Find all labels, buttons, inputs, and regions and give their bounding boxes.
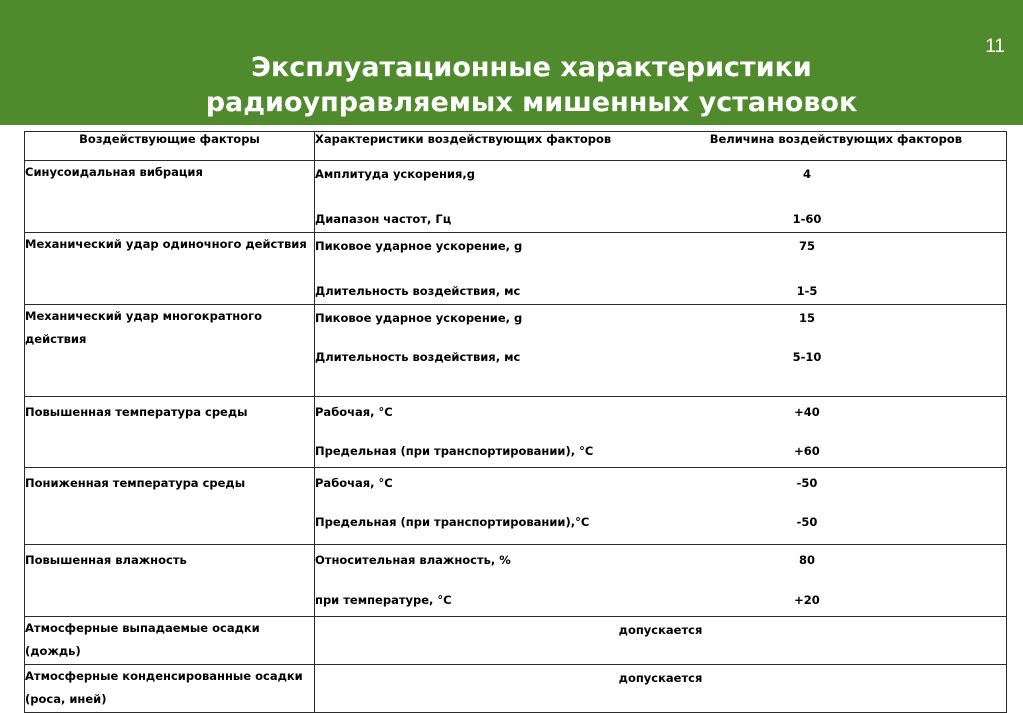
table-row <box>25 468 1007 545</box>
factor-cell: Повышенная температура среды <box>25 397 315 468</box>
characteristic-value: 75 <box>798 239 815 253</box>
factor-cell: Повышенная влажность <box>25 545 315 617</box>
value-cell: допускается <box>315 617 1007 665</box>
characteristic-label: Рабочая, °С <box>315 476 393 490</box>
characteristic-value: +40 <box>794 405 820 419</box>
characteristic-label: при температуре, °С <box>315 593 452 607</box>
characteristic-value: 1-5 <box>796 284 818 298</box>
characteristic-label: Амплитуда ускорения,g <box>315 167 475 181</box>
characteristics-cell <box>315 233 1007 305</box>
header-characteristics-values <box>315 132 1007 161</box>
characteristic-label: Длительность воздействия, мс <box>315 284 521 298</box>
characteristic-label: Пиковое ударное ускорение, g <box>315 239 523 253</box>
characteristic-value: +20 <box>794 593 820 607</box>
title-line-1: Эксплуатационные характеристики <box>251 52 812 83</box>
factor-cell: Механический удар одиночного действия <box>25 233 315 305</box>
characteristic-value: 4 <box>802 167 811 181</box>
characteristic-label: Рабочая, °С <box>315 405 393 419</box>
factor-cell: Атмосферные конденсированные осадки (роса, иней) <box>25 665 315 713</box>
characteristics-cell <box>315 545 1007 617</box>
factor-cell: Атмосферные выпадаемые осадки (дождь) <box>25 617 315 665</box>
page-number: 11 <box>985 36 1005 57</box>
table-row <box>25 233 1007 305</box>
header-factors: Воздействующие факторы <box>25 132 315 161</box>
characteristic-value: 15 <box>798 311 815 325</box>
table-header-row <box>25 132 1007 161</box>
value-cell: допускается <box>315 665 1007 713</box>
specs-table <box>24 131 1007 713</box>
characteristic-label: Относительная влажность, % <box>315 553 511 567</box>
characteristic-label: Пиковое ударное ускорение, g <box>315 311 523 325</box>
title-line-2: радиоуправляемых мишенных установок <box>205 87 858 118</box>
slide-title <box>0 50 1023 120</box>
table-row <box>25 665 1007 713</box>
characteristic-label: Предельная (при транспортировании), °С <box>315 444 594 458</box>
table-row <box>25 161 1007 233</box>
characteristic-value: +60 <box>794 444 820 458</box>
table-row <box>25 617 1007 665</box>
factor-cell: Синусоидальная вибрация <box>25 161 315 233</box>
characteristics-cell <box>315 161 1007 233</box>
factor-cell: Механический удар многократного действия <box>25 305 315 397</box>
table-row <box>25 545 1007 617</box>
factor-cell: Пониженная температура среды <box>25 468 315 545</box>
characteristics-cell <box>315 468 1007 545</box>
characteristics-cell <box>315 397 1007 468</box>
table-row <box>25 397 1007 468</box>
characteristic-label: Диапазон частот, Гц <box>315 212 452 226</box>
characteristic-label: Предельная (при транспортировании),°С <box>315 515 590 529</box>
characteristic-value: 5-10 <box>792 350 822 364</box>
characteristic-value: 1-60 <box>792 212 822 226</box>
header-values: Величина воздействующих факторов <box>709 132 962 146</box>
table-row <box>25 305 1007 397</box>
characteristic-value: 80 <box>798 553 815 567</box>
characteristic-value: -50 <box>796 476 818 490</box>
characteristic-value: -50 <box>796 515 818 529</box>
characteristics-cell <box>315 305 1007 397</box>
characteristic-label: Длительность воздействия, мс <box>315 350 521 364</box>
header-characteristics: Характеристики воздействующих факторов <box>315 132 612 146</box>
